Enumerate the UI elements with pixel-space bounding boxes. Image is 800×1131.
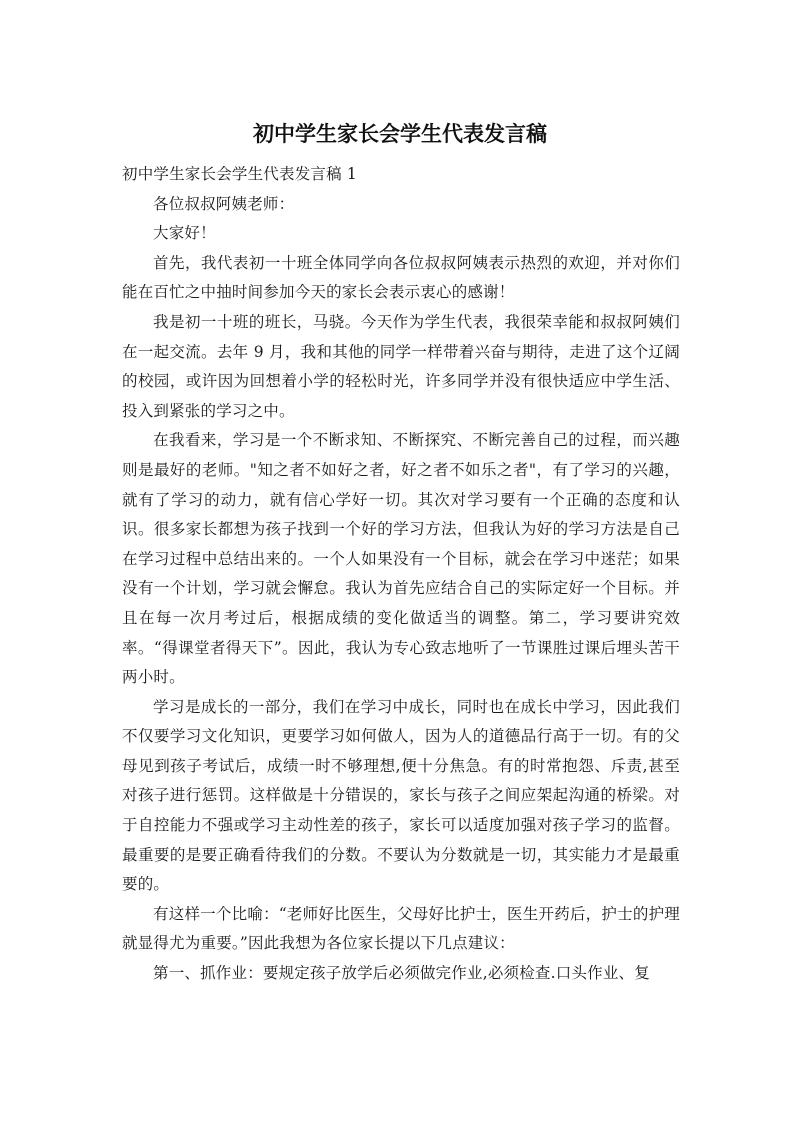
- paragraph-welcome: 首先，我代表初一十班全体同学向各位叔叔阿姨表示热烈的欢迎，并对你们能在百忙之中抽时间参加今天的家长会表示衷心的感谢！: [122, 253, 680, 302]
- paragraph-metaphor: 有这样一个比喻：“老师好比医生，父母好比护士，医生开药后，护士的护理就显得尤为重要。”因此我想为各位家长提以下几点建议：: [122, 904, 680, 953]
- document-body: [122, 160, 680, 989]
- paragraph-suggestion-one: 第一、抓作业：要规定孩子放学后必须做完作业,必须检查.口头作业、复: [153, 964, 650, 983]
- paragraph-growth: 学习是成长的一部分，我们在学习中成长，同时也在成长中学习，因此我们不仅要学习文化知识，更要学习如何做人，因为人的道德品行高于一切。有的父母见到孩子考试后，成绩一时不够理想,便十分焦急。有的时常抱怨、斥责,甚至对孩子进行惩罚。这样做是十分错误的，家长与孩子之间应架起沟通的桥梁。对于自控能力不强或学习主动性差的孩子，家长可以适度加强对孩子学习的监督。最重要的是要正确看待我们的分数。不要认为分数就是一切，其实能力才是最重要的。: [122, 697, 680, 894]
- paragraph-learning-interest: 在我看来，学习是一个不断求知、不断探究、不断完善自己的过程，而兴趣则是最好的老师。"知之者不如好之者，好之者不如乐之者"，有了学习的兴趣，就有了学习的动力，就有信心学好一切。其次对学习要有一个正确的态度和认识。很多家长都想为孩子找到一个好的学习方法，但我认为好的学习方法是自己在学习过程中总结出来的。一个人如果没有一个目标，就会在学习中迷茫；如果没有一个计划，学习就会懈怠。我认为首先应结合自己的实际定好一个目标。并且在每一次月考过后，根据成绩的变化做适当的调整。第二，学习要讲究效率。“得课堂者得天下”。因此，我认为专心致志地听了一节课胜过课后埋头苦干两小时。: [122, 431, 680, 687]
- document-title: 初中学生家长会学生代表发言稿: [253, 122, 547, 146]
- paragraph-introduction: 我是初一十班的班长，马骁。今天作为学生代表，我很荣幸能和叔叔阿姨们在一起交流。去年 9 月，我和其他的同学一样带着兴奋与期待，走进了这个辽阔的校园，或许因为回想着小学的轻松时光，许多同学并没有很快适应中学生活、投入到紧张的学习之中。: [122, 312, 680, 420]
- document-subtitle: 初中学生家长会学生代表发言稿 1: [122, 165, 357, 183]
- paragraph-hello: 大家好！: [153, 224, 216, 243]
- paragraph-greeting: 各位叔叔阿姨老师：: [153, 194, 295, 213]
